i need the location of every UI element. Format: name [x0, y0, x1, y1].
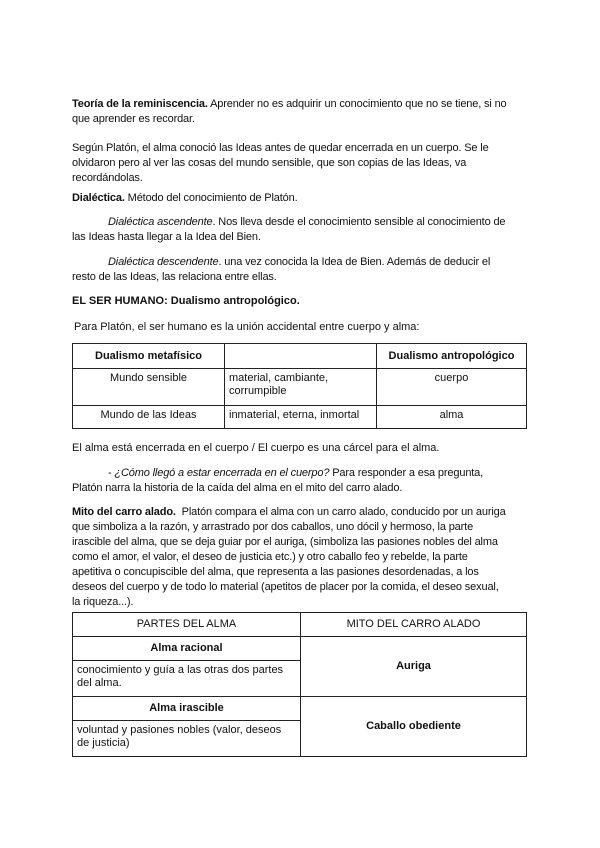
text-line: Platón narra la historia de la caída del alma en el mito del carro alado. [72, 482, 403, 494]
table-cell: Caballo obediente [301, 697, 527, 757]
term-dialectica: Dialéctica. [72, 192, 125, 204]
table-header: PARTES DEL ALMA [73, 613, 301, 637]
term-mito: Mito del carro alado. [72, 506, 176, 518]
paragraph-dialectica-ascendente [72, 215, 532, 245]
text-line: Aprender no es adquirir un conocimiento que no se tiene, si no [207, 98, 507, 110]
term-reminiscence: Teoría de la reminiscencia. [72, 98, 208, 110]
text-line: Método del conocimiento de Platón. [124, 192, 298, 204]
table-header [225, 344, 377, 369]
paragraph-dialectica [72, 191, 532, 206]
text-line: como el amor, el valor, el deseo de justicia etc.) y otro caballo feo y rebelde, la parte [72, 551, 468, 563]
text-line: irascible del alma, que se deja guiar por el auriga, (simboliza las pasiones nobles del alma [72, 536, 498, 548]
table-header: Dualismo antropológico [377, 344, 527, 369]
table-row [73, 697, 527, 721]
text-line: . Nos lleva desde el conocimiento sensible al conocimiento de [212, 216, 506, 228]
dualism-table [72, 343, 527, 429]
text-line: las Ideas hasta llegar a la Idea del Bien. [72, 231, 261, 243]
text-line: apetitiva o concupiscible del alma, que representa a las pasiones desordenadas, a los [72, 566, 479, 578]
term-descendente: Dialéctica descendente [108, 256, 219, 268]
paragraph-dialectica-descendente [72, 255, 532, 285]
text-line: que aprender es recordar. [72, 113, 195, 125]
text-line: que simboliza a la razón, y arrastrado por dos caballos, uno dócil y hermoso, la parte [72, 521, 474, 533]
text-line: Según Platón, el alma conoció las Ideas antes de quedar encerrada en un cuerpo. Se le [72, 142, 489, 154]
text-line: deseos del cuerpo y de todo lo material (apetitos de placer por la comida, el deseo sexual, [72, 581, 499, 593]
table-header: Dualismo metafísico [73, 344, 225, 369]
paragraph-platon-ideas [72, 141, 532, 186]
table-cell: alma [377, 406, 527, 429]
table-cell: Auriga [301, 637, 527, 697]
paragraph-carcel: El alma está encerrada en el cuerpo / El cuerpo es una cárcel para el alma. [72, 442, 440, 454]
text-line: la riqueza...). [72, 596, 134, 608]
dash: - [108, 467, 115, 479]
text-line: Para responder a esa pregunta, [329, 467, 484, 479]
table-header: MITO DEL CARRO ALADO [301, 613, 527, 637]
table-cell: conocimiento y guía a las otras dos partes del alma. [73, 661, 301, 697]
table-cell: Mundo de las Ideas [73, 406, 225, 429]
paragraph-mito [72, 505, 532, 610]
table-cell: cuerpo [377, 369, 527, 406]
paragraph-question [72, 466, 532, 496]
table-row [73, 406, 527, 429]
table-cell: voluntad y pasiones nobles (valor, deseos de justicia) [73, 721, 301, 757]
table-cell: inmaterial, eterna, inmortal [225, 406, 377, 429]
table-cell: material, cambiante, corrumpible [225, 369, 377, 406]
text-line: olvidaron pero al ver las cosas del mundo sensible, que son copias de las Ideas, va [72, 157, 467, 169]
table-cell: Mundo sensible [73, 369, 225, 406]
table-cell: Alma racional [73, 637, 301, 661]
text-line: Platón compara el alma con un carro alado, conducido por un auriga [175, 506, 506, 518]
text-line: resto de las Ideas, las relaciona entre ellas. [72, 271, 277, 283]
table-cell: Alma irascible [73, 697, 301, 721]
text-line: recordándolas. [72, 172, 143, 184]
table-row [73, 369, 527, 406]
paragraph-reminiscence [72, 97, 532, 127]
question: ¿Cómo llegó a estar encerrada en el cuerpo? [114, 467, 330, 479]
paragraph-union: Para Platón, el ser humano es la unión accidental entre cuerpo y alma: [74, 321, 420, 333]
soul-parts-table [72, 612, 527, 757]
table-row [73, 637, 527, 661]
section-heading: EL SER HUMANO: Dualismo antropológico. [72, 295, 300, 307]
term-ascendente: Dialéctica ascendente [108, 216, 213, 228]
text-line: . una vez conocida la Idea de Bien. Además de deducir el [218, 256, 491, 268]
